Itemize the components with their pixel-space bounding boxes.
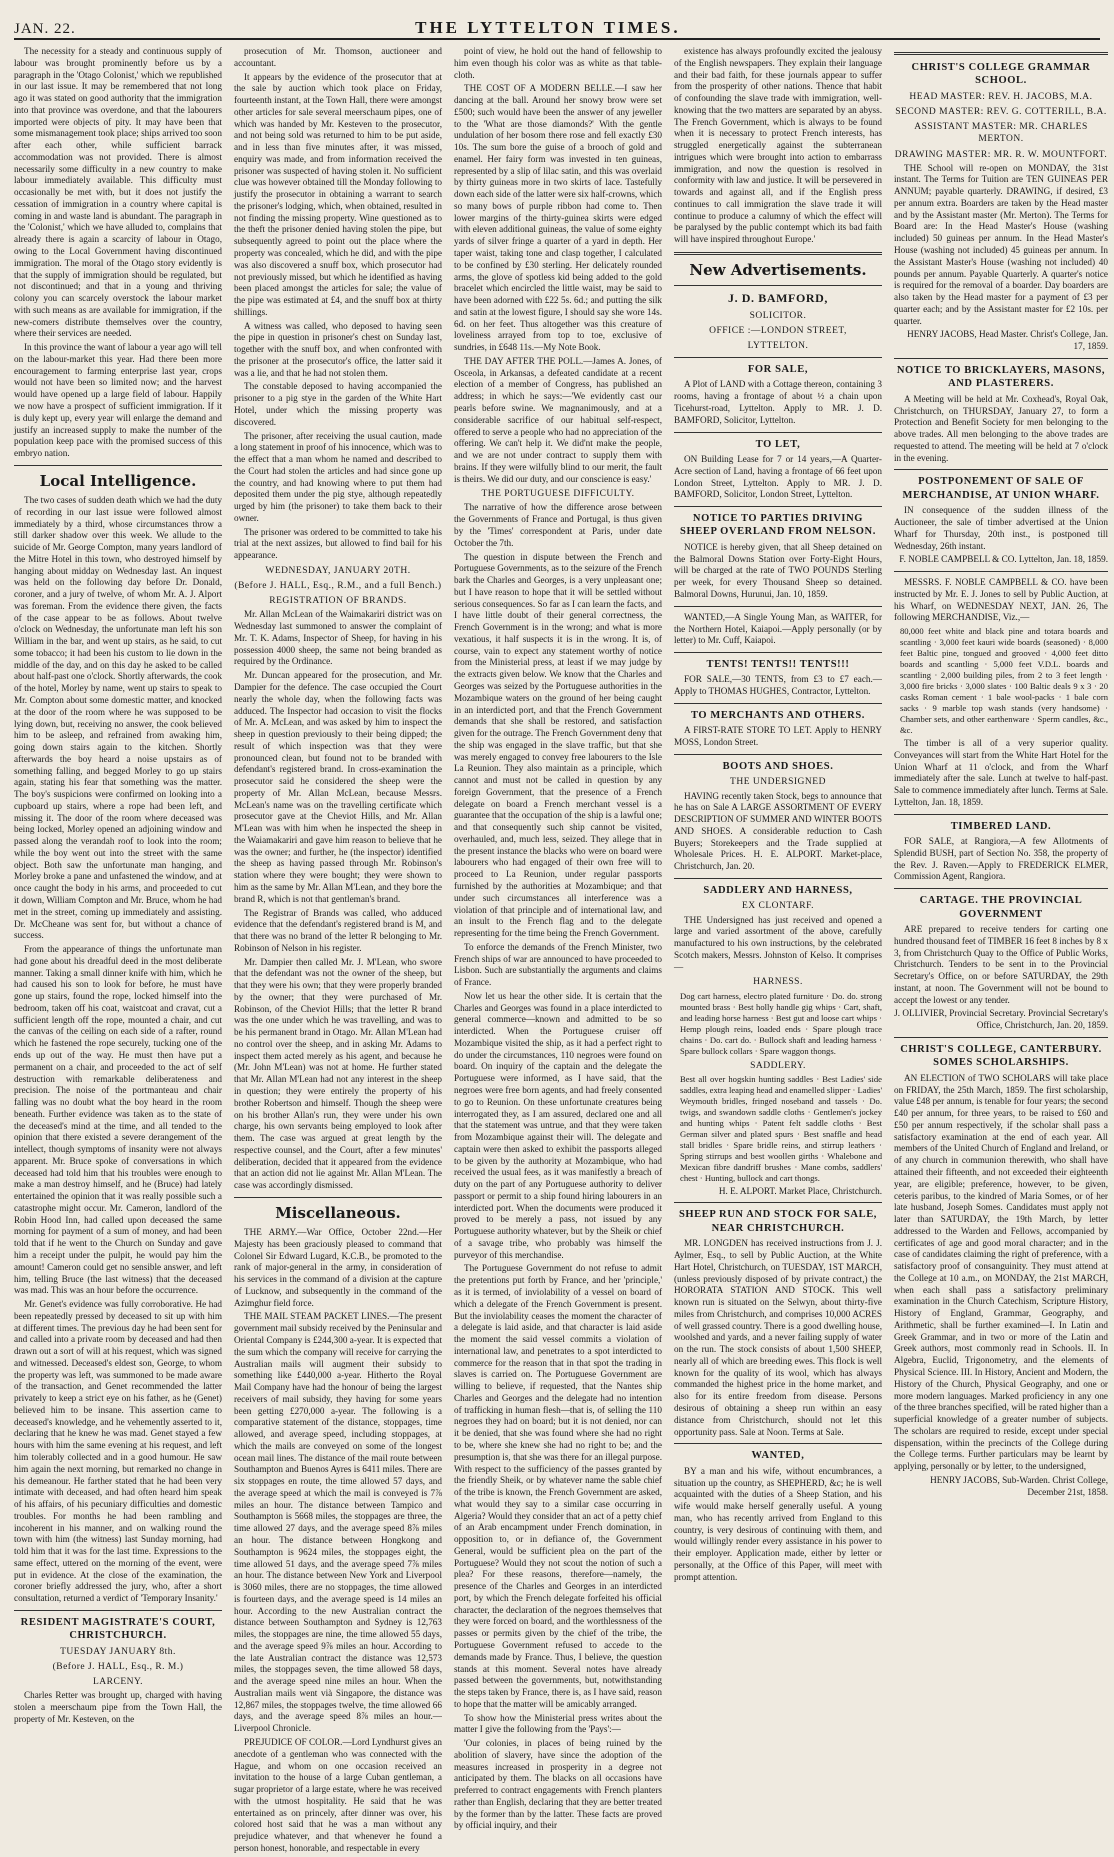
misc-prejudice-color: PREJUDICE OF COLOR.—Lord Lyndhurst gives an anecdote of a gentleman who was connected with the Hague, and whom on one occasion received an invitation to the house of a large Cuban gentleman, a sugar proprietor of a large estate, where he was received with the utmost hospitality. He said that he was entertained as on princely, after dinner was over, his colored host said that he was a man without any prejudice whatever, and that whenever he found a person honest, honorable, and respectable in every	[234, 1737, 442, 1853]
court-text: Charles Retter was brought up, charged with having stolen a meerschaum pipe from the Town Hall, the property of Mr. Kesteven, on the	[14, 1690, 222, 1724]
ad-merchants-text: A FIRST-RATE STORE TO LET. Apply to HENRY MOSS, London Street.	[674, 725, 882, 748]
ad-saddlery-items: Best all over hogskin hunting saddles · Best Ladies' side saddles, extra leaping head and enamelled slipper · Ladies' Weymouth bridles, fringed noseband and tassels · Do. twigs, and swandown saddle cloths · Gentlemen's jockey and hunting whips · Patent felt saddle cloths · Best German silver and plated spurs · Best snaffle and head stall bridles · Spare bridle reins, and stirrup leathers · Spring stirrups and best woollen girths · Whalebone and Mexican fibre dandriff brushes · Mane combs, saddlers' chest · Hunting, bullock and cart thongs.	[680, 1073, 882, 1183]
divider	[894, 358, 1108, 359]
portuguese-p2: The question in dispute between the French and Portuguese Governments, as to the seizure of the French bark the Charles and Georges, is a very unpleasant one; but I have reason to hope that it will be settled without serious consequences. So far as I can learn the facts, and I have little doubt of their general correctness, the French Government is in the wrong; and what is more vexatious, it half suspects it is in the wrong. It is, of course, vain to expect any statement worthy of notice from the Ministerial press, at least if we may judge by the extracts given below. We know that the Charles and Georges was seized by the Portuguese authorities in the Mozambique waters on the ground of her being caught in an interdicted port, and that the French Government demands that she shall be restored, and satisfaction given for the outrage. The French Government deny that the ship was engaged in the slave traffic, but that she was merely engaged to convey free labourers to the Isle La Reunion. They also maintain as a principle, which cannot and must not be called in question by any foreign Government, that the presence of a French delegate on board a French merchant vessel is a guarantee that the occupation of the ship is a lawful one; and that consequently such ship cannot be visited, overhauled, and, much less, seized. They allege that in the present instance the blacks who were on board were labourers who had engaged of their own free will to proceed to La Reunion, under regular passports furnished by the authorities at Mozambique; and that under such circumstances all interference was a violation of that principle and of international law, and an insult to the French flag and to the delegate representing for the time being the French Government.	[454, 551, 662, 939]
divider	[674, 652, 882, 653]
divider	[674, 357, 882, 358]
ad-wanted-title: WANTED,	[751, 1450, 805, 1462]
ad-boots-sub: THE UNDERSIGNED	[730, 777, 826, 788]
portuguese-p6: To show how the Ministerial press writes about the matter I give the following from the 'Pays':—	[454, 1712, 662, 1735]
article-suicide-p2: From the appearance of things the unfortunate man had gone about his dreadful deed in the most deliberate manner. Taking a small dinner knife with him, which he had caused his son to look for before, he must have gone up stairs, found the rope, locked himself into the bedroom, taken off his coat, waistcoat and cravat, cut a sufficient length off the rope, mounted a chair, and cut the canvas of the ceiling on each side of a rafter, round which he fastened the rope securely, tucking one of the ends up out of the way. He must then have put a permanent on a chair, and proceeded to the act of self destruction with remarkable deliberateness and precision. The noise of the portmanteau and chair falling was no doubt what the boy heard in the room beneath. Further evidence was taken as to the state of the deceased's mind at the time, and all tended to the opinion that there existed a severe derangement of the intellect, though symptoms of insanity were not always apparent. Mr. Bruce spoke of conversations in which deceased had told him that his troubles were enough to make a man destroy himself, and he (Bruce) had lately entertained the opinion that it was really possible such a catastrophe might occur. Mr. Cameron, landlord of the Robin Hood Inn, had called upon deceased the same morning for payment of a sum of money, and had been told that if he went to the Church on Sunday and gave him a receipt under the pulpit, he would pay him the amount! Cameron could get no sensible answer, and left him, telling Bruce (the last witness) that the deceased was mad. This was an hour before the occurrence.	[14, 944, 222, 1296]
portuguese-p8: existence has always profoundly excited the jealousy of the English newspapers. They explain their language and their bad faith, for these journals appear to suffer from the prosperity of other nations. Thence that habit of confounding the slave trade with immigration, well-knowing that the two matters are separated by an abyss. The French Government, which is always to be found when it is necessary to protect French interests, has struggled energetically against the subterranean intrigues which were brought into action to embarrass immigration, and now the question is resolved in conformity with law and justice. It will be persevered in towards and against all, and if the English press continues to call immigration the slave trade it will continue to produce a calumny of which the effect will be paralysed by the public contempt which its bad faith will have inspired throughout Europe.'	[674, 46, 882, 245]
court-p10: Mr. Dampier then called Mr. J. M'Lean, who swore that the defendant was not the owner of the sheep, but that they were his own; that they were properly branded by the owner; that they were purchased of Mr. Robinson, of the Cheviot Hills; that the letter R brand was the one under which he was travelling, and was to be his permanent brand in Otago. Mr. Allan M'Lean had no control over the sheep, and in asking Mr. Adams to inspect them acted merely as his agent, and because he (Mr. John M'Lean) was not at home. He further stated that Mr. Allan M'Lean had not any interest in the sheep in question; they were entirely the property of his brother Robertson and himself. Though the sheep were on his brother Allan's run, they were under his own charge, his own servants being employed to look after them. The case was argued at great length by the respective counsel, and the Court, after a few minutes' deliberation, decided that it appeared from the evidence that an action did not lie against Mr. Allan M'Lean. The case was accordingly dismissed.	[234, 956, 442, 1191]
ad-postponement-sign: F. NOBLE CAMPBELL & CO. Lyttelton, Jan. 18, 1859.	[899, 554, 1108, 565]
ad-scholarships-text: AN ELECTION of TWO SCHOLARS will take place on FRIDAY, the 25th March, 1859. The first scholarship, value £48 per annum, is tenable for four years; the second £40 per annum, for three years, to be raised to £60 and £50 per annum respectively, if the scholar shall pass a satisfactory examination at the end of each year. All members of the United Church of England and Ireland, or of any church in communion therewith, who shall have attained their fifteenth, and not exceeded their eighteenth year, are eligible; preference, however, to be given, ceteris paribus, to the kindred of Maria Somes, or of her late husband, Joseph Somes. Candidates must apply not later than SATURDAY, the 19th March, by letter addressed to the Warden and Fellows, accompanied by certificates of age and good moral character; and in the case of candidates claiming the right of preference, with a satisfactory proof of consanguinity. They must attend at the College at 10 a.m., on MONDAY, the 21st MARCH, when each shall pass a satisfactory preliminary examination in the Church Catechism, Scripture History, History of England, Grammar, Geography, and Arithmetic, shall be further examined—I. In Latin and Greek Grammar, and in two or more of the Latin and Greek authors, most commonly read in Schools. II. In Algebra, Euclid, Trigonometry, and the elements of Physical Science. III. In History, Ancient and Modern, the History of the Church, Physical Geography, and one or more modern languages. Marked proficiency in any one of the three branches specified, will be rated higher than a superficial knowledge of a greater number of subjects. The scholars are required to reside, except under special dispensation, within the precincts of the College during the College terms. Further particulars may be learnt by applying, personally or by letter, to the undersigned,	[894, 1072, 1108, 1472]
miscellaneous-heading: Miscellaneous.	[275, 1203, 401, 1222]
ad-saddlery-sub: EX CLONTARF.	[741, 901, 815, 912]
divider	[894, 571, 1108, 572]
column-5	[894, 46, 1108, 1857]
divider	[674, 606, 882, 607]
ad-harness-items: Dog cart harness, electro plated furniture · Do. do. strong mounted brass · Best holly handle gig whips · Cart, shaft, and leading horse harness · Best gut and loose cart whips · Hemp plough reins, loaded ends · Spare plough trace chains · Do. cart do. · Bullock shaft and leading harness · Spare bullock collars · Spare waggon thongs.	[680, 990, 882, 1056]
misc-modern-belle: THE COST OF A MODERN BELLE.—I saw her dancing at the ball. Around her snowy brow were set £500; such would have been the answer of any jeweller to the 'What are those diamonds?' With the gentle undulation of her bosom there rose and fell exactly £30 10s. The sum bore the guise of a brooch of gold and enamel. Her fairy form was invested in ten guineas, represented by a slip of lilac satin, and this was overlaid by thirty guineas more in two skirts of lace. Tastefully down each side of the latter were six half-crowns, which so many bows of purple ribbon had come to. Then lower margins of the thirty-guinea skirts were edged with eleven additional guineas, the value of some eighty yards of silver fringe a quarter of a yard in depth. Her taper waist, taking tone and clasp together, I calculated to be confined by £30 sterling. Her delicately rounded arms, the glove of spotless kid being added to the gold bracelet which encircled the little waist, may be said to have been adorned with £22 5s. 6d.; and putting the silk and satin at the lowest figure, I should say she wore 14s. 6d. on her feet. Thus altogether was this creature of loveliness arrayed from top to toe, exclusive of sundries, in £648 11s.—My Note Book.	[454, 83, 662, 353]
ad-scholarships-title: CHRIST'S COLLEGE, CANTERBURY. SOMES SCHOLARSHIPS.	[900, 1044, 1102, 1069]
ad-sheep-run-title: SHEEP RUN AND STOCK FOR SALE, NEAR CHRISTCHURCH.	[678, 1209, 878, 1234]
ad-wanted-text: BY a man and his wife, without encumbrances, a situation up the country, as SHEPHERD, &c; he is well acquainted with the duties of a Sheep Station, and his wife would make herself generally useful. A young man, who has recently arrived from England to this country, is very desirous of continuing with them, and would willingly render every assistance in his power to their employer. Application made, either by letter or personally, at the Office of this Paper, will meet with prompt attention.	[674, 1465, 882, 1582]
ad-saddlery-heading: SADDLERY.	[750, 1060, 806, 1071]
portuguese-p3: To enforce the demands of the French Minister, two French ships of war are announced to have proceeded to Lisbon. Such are substantially the arguments and claims of France.	[454, 941, 662, 988]
portuguese-p5: The Portuguese Government do not refuse to admit the pretentions put forth by France, and her 'principle,' as it is termed, of inviolability of a vessel on board of which a delegate of the French Government is present. But the inviolability ceases the moment the character of a delegate is laid aside, and that character is laid aside the moment the said vessel commits a violation of international law, and penetrates to a spot interdicted to commerce for the reason that in that spot the trading in slaves is carried on. The Portuguese Government are willing to believe, if requested, that the Nantes ship Charles and Georges and the delegate had no intention of trafficking in human flesh—that is, of selling the 110 negroes they had on board; but it is not denied, nor can it be denied, that she was found where she had no right to be, where she knew she had no right to be; and the presumption is, that she was there for an illegal purpose. With respect to the sufficiency of the passes granted by the friendly Sheik, or by whatever name the sable chief of the tribe is known, the French Government are asked, what would they say to a similar case occurring in Algeria? Would they consider that an act of a petty chief of an Arab encampment under French domination, in opposition to, or in defiance of, the Government General, would be sufficient plea on the part of the Portuguese? Would they not scout the notion of such a plea? For these reasons, therefore—namely, the presence of the Charles and Georges in an interdicted port, by which the French delegate forfeited his official character, the declaration of the negroes themselves that they were forced on board, and the worthlessness of the passes or permits given by the chief of the tribe, the Portuguese Government refused to accede to the demands made by France. Thus, I believe, the question stands at this moment. Several notes have already passed between the governments, but, notwithstanding the steps taken by France, there is, as I have said, reason to hope that the matter will be amicably arranged.	[454, 1263, 662, 1709]
ad-saddlery-text: THE Undersigned has just received and opened a large and varied assortment of the above, carefully manufactured to his own instructions, by the celebrated Scotch makers, Messrs. Johnston of Kelso. It comprises—	[674, 914, 882, 972]
court-p5: The prisoner, after receiving the usual caution, made a long statement in proof of his innocence, which was to the effect that a man whom he named and described to the Court had stolen the articles and had since gone up the country, and had knowing where to put them had deposited them under the pig stye, although repeatedly urged by him (the prisoner) to take them back to their owner.	[234, 430, 442, 523]
court-p3: A witness was called, who deposed to having seen the pipe in question in prisoner's chest on Sunday last, together with the snuff box, and when confronted with the prisoner at the prosecutor's office, the latter said it was a lie, and that he had not stolen them.	[234, 320, 442, 378]
ad-boots-text: HAVING recently taken Stock, begs to announce that he has on Sale A LARGE ASSORTMENT OF EVERY DESCRIPTION OF SUMMER AND WINTER BOOTS AND SHOES. A considerable reduction to Cash Buyers; Storekeepers and the Trade supplied at Wholesale Prices. H. E. ALPORT. Market-place, Christchurch, Jan. 20.	[674, 790, 882, 872]
ad-for-sale-text: A Plot of LAND with a Cottage thereon, containing 3 rooms, having a frontage of about ½ a chain upon Ticehurst-road, Lyttelton. Apply to MR. J. D. BAMFORD, Solicitor, Lyttelton.	[674, 379, 882, 425]
divider	[674, 285, 882, 286]
article-suicide-p1: The two cases of sudden death which we had the duty of recording in our last issue were followed almost immediately by a third, whose circumstances throw a still darker shadow over this week. We allude to the suicide of Mr. George Compton, many years landlord of the Mitre Hotel in this town, who destroyed himself by hanging about midday on Wednesday last. An inquest was held on the following day before Dr. Donald, coroner, and a jury of twelve, of whom Mr. A. J. Alport was foreman. From the evidence there given, the facts of the case appear to be as follows. About twelve o'clock on Wednesday, the unfortunate man left his son William in the bar, and went up stairs, as he said, to cut some tobacco; it had been his custom to lie down in the middle of the day, and on this day he asked to be called about half-past one o'clock. Shortly afterwards, the cook of the hotel, Morley by name, went up stairs to speak to Mr. Compton about some domestic matter, and knocked at the door of the room where he was supposed to be lying down, but, receiving no answer, the cook believed him to be asleep, and refrained from awaking him, going down stairs again to the kitchen. Shortly afterwards the boy heard a noise upstairs as of something falling, and begged Morley to go up stairs again, stating his fear that something was the matter. The boy's suspicions were confirmed on looking into a cupboard up stairs, where a rope had been left, and missing it. The door of the room where deceased was being locked, Morley opened an adjoining window and passed along the verandah roof to look into the room; while the boy went out into the street with the same object. Both saw the unfortunate man hanging, and Morley broke a pane and unfastened the window, and at once caught the body in his arms, and proceeded to cut it down, William Compton and Mr. Bruce, whom he had met in the street, coming up immediately and assisting. Dr. McCheane was sent for, but without a chance of success.	[14, 494, 222, 941]
divider	[894, 888, 1108, 889]
divider	[674, 506, 882, 507]
masthead	[14, 8, 1100, 40]
column-3	[454, 46, 662, 1857]
ad-campbell-text: MESSRS. F. NOBLE CAMPBELL & CO. have been instructed by Mr. E. J. Jones to sell by Public Auction, at his Wharf, on WEDNESDAY NEXT, JAN. 26, The following MERCHANDISE, Viz.,—	[894, 577, 1108, 623]
ad-grammar-assistant: ASSISTANT MASTER: MR. CHARLES MERTON.	[914, 122, 1088, 145]
ad-postponement-title: POSTPONEMENT OF SALE OF MERCHANDISE, AT UNION WHARF.	[902, 476, 1100, 501]
ad-bamford-role: SOLICITOR.	[749, 310, 807, 321]
column-2	[234, 46, 442, 1857]
ad-cartage-title: CARTAGE. THE PROVINCIAL GOVERNMENT	[919, 895, 1083, 920]
ad-grammar-second: SECOND MASTER: REV. G. COTTERILL, B.A.	[895, 107, 1107, 118]
ad-sheep-run-text: MR. LONGDEN has received instructions from J. J. Aylmer, Esq., to sell by Public Auction, at the White Hart Hotel, Christchurch, on TUESDAY, 1ST MARCH, (unless previously disposed of by private contract,) the HORORATA STATION AND STOCK. This well known run is situated on the Selwyn, about thirty-five miles from Christchurch, and comprises 10,000 ACRES of well grassed country. There is a good dwelling house, woolshed and yards, and a never failing supply of water on the run. The stock consists of about 1,500 SHEEP, nearly all of which are breeding ewes. This flock is well known for the quality of its wool, which has always commanded the highest price in the home market, and also for its entire freedom from disease. Persons desirous of obtaining a sheep run within an easy distance from Christchurch, should not let this opportunity pass. Sale at Noon. Terms at Sale.	[674, 1238, 882, 1437]
ad-wanted-waiter: WANTED,—A Single Young Man, as WAITER, for the Northern Hotel, Kaiapoi.—Apply personally (or by letter) to Mr. Cuff, Kaiapoi.	[674, 611, 882, 646]
court-p8: Mr. Duncan appeared for the prosecution, and Mr. Dampier for the defence. The case occupied the Court nearly the whole day, when the following facts was adduced. The Inspector had occasion to visit the flocks of Mr. A. McLean, and was asked by him to inspect the sheep in question previously to their being dipped; the result of which inspection was that they were pronounced clean, but found not to be branded with defendant's registered brand. In cross-examination the prosecutor said he considered the sheep were the property of Mr. Allan McLean, because Messrs. McLean's name was on the travelling certificate which prosecutor gave at the Cheviot Hills, and Mr. Allan M'Lean was with him when he inspected the sheep in the Waiamakariri and gave him reason to believe that he was the owner; and further, he (the inspector) identified the sheep as having passed through Mr. Robinson's station where they were bought; they were shown to him as the same by Mr. Allan M'Lean, and they bore the brand R, which is not that gentleman's brand.	[234, 670, 442, 904]
ad-for-sale-title: FOR SALE,	[747, 364, 809, 376]
court-date: TUESDAY JANUARY 8th.	[60, 1646, 176, 1657]
ad-boots-title: BOOTS AND SHOES.	[722, 760, 834, 772]
court-case: LARCENY.	[92, 1677, 143, 1688]
ad-tents-text: FOR SALE,—30 TENTS, from £3 to £7 each.—Apply to THOMAS HUGHES, Contractor, Lyttelton.	[674, 674, 882, 697]
ad-tents-title: TENTS! TENTS!! TENTS!!!	[706, 659, 850, 671]
ad-bamford-town: LYTTELTON.	[747, 340, 809, 351]
divider	[894, 52, 1108, 55]
court-wed-date: WEDNESDAY, JANUARY 20TH.	[265, 565, 411, 576]
ad-grammar-sign: HENRY JACOBS, Head Master. Christ's College, Jan. 17, 1859.	[907, 329, 1108, 352]
ad-postponement-text: IN consequence of the sudden illness of the Auctioneer, the sale of timber advertised at the Union Wharf for Thursday, 20th inst., is postponed till Wednesday, 26th instant.	[894, 505, 1108, 551]
ad-grammar-head: HEAD MASTER: REV. H. JACOBS, M.A.	[909, 91, 1093, 102]
portuguese-p1: The narrative of how the difference arose between the Governments of France and Portugal, is thus given by the 'Times' correspondent at Paris, under date October the 7th.	[454, 502, 662, 548]
divider	[14, 1610, 222, 1611]
newspaper-title: THE LYTTELTON TIMES.	[415, 18, 681, 37]
court-heading: RESIDENT MAGISTRATE'S COURT, CHRISTCHURCH.	[20, 1616, 216, 1642]
ad-merchants-title: TO MERCHANTS AND OTHERS.	[690, 710, 866, 721]
divider	[674, 252, 882, 255]
court-p1: prosecution of Mr. Thomson, auctioneer and accountant.	[234, 46, 442, 68]
new-advertisements-heading: New Advertisements.	[689, 261, 867, 280]
column-4	[674, 46, 882, 1857]
divider	[674, 432, 882, 433]
misc-day-after-poll: THE DAY AFTER THE POLL.—James A. Jones, of Osceola, in Arkansas, a defeated candidate at a recent election of a member of Congress, has published an address; in which he says:—'We evidently cast our pearls before swine. We magnanimously, and at a considerable sacrifice of our habitual self-respect, offered to serve a people who had no appreciation of the offering. We can't help it. We did'nt make the people, and we are not under contract to supply them with brains. If they were wilfully blind to our merit, the fault is theirs. We did our duty, and our conscience is easy.'	[454, 355, 662, 484]
court-before: (Before J. HALL, Esq., R. M.)	[52, 1661, 184, 1672]
ad-campbell-text2: The timber is all of a very superior quality. Conveyances will start from the White Hart Hotel for the Union Wharf at 11 o'clock, and from the Wharf immediately after the sale. Lunch at twelve to half-past. Sale to commence immediately after lunch. Terms at Sale. Lyttelton, Jan. 18, 1859.	[894, 738, 1108, 807]
editorial-labour-market: In this province the want of labour a year ago will tell on the labour-market this year. Had there been more encouragement to farming enterprise last year, crops would not have been so limited now; and the harvest would have opened up a large field of labour. Happily we now have a prospect of sufficient immigration. If it is duly kept up, every year will enlarge the demand and justify an increased supply to make the number of the population keep pace with the promised success of this embryo nation.	[14, 342, 222, 459]
columns	[14, 46, 1108, 1853]
ad-bricklayers-title: NOTICE TO BRICKLAYERS, MASONS, AND PLASTERERS.	[896, 364, 1106, 390]
ad-bamford-office: OFFICE :—LONDON STREET,	[709, 325, 847, 336]
portuguese-p7: 'Our colonies, in places of being ruined by the abolition of slavery, have since the adoption of the measures increased in prosperity in a degree not anticipated by them. The blacks on all occasions have preferred to contract engagements with French planters rather than English, declaring that they are better treated by the former than by the latter. These facts are proved by official inquiry, and their	[454, 1738, 662, 1831]
portuguese-heading: THE PORTUGUESE DIFFICULTY.	[481, 489, 635, 500]
ad-cartage-sign: J. OLLIVIER, Provincial Secretary. Provincial Secretary's Office, Christchurch, Jan. 20, 1859.	[894, 1008, 1108, 1031]
column-1	[14, 46, 222, 1857]
ad-grammar-school-title: CHRIST'S COLLEGE GRAMMAR SCHOOL.	[911, 62, 1091, 87]
divider	[14, 465, 222, 466]
ad-harness-heading: HARNESS.	[753, 977, 803, 988]
ad-saddlery-title: SADDLERY AND HARNESS,	[703, 884, 853, 896]
ad-grammar-drawing: DRAWING MASTER: MR. R. W. MOUNTFORT.	[894, 149, 1108, 160]
misc-mail-steam: THE MAIL STEAM PACKET LINES.—The present government mail subsidy received by the Peninsular and Oriental Company is £244,300 a-year. It is expected that the sum which the company will receive for carrying the Australian mails will augment their subsidy to something like £440,000 a-year. Hitherto the Royal Mail Company have had the honour of being the largest receivers of mail subsidy, they having for some years been getting £270,000 a-year. The following is a comparative statement of the distance, stoppages, time allowed, and average speed, including stoppages, at which the mails are conveyed on some of the longest ocean mail lines. The distance of the mail route between Southampton and Buenos Ayres is 6411 miles. There are six stoppages en route, the time allowed 57 days, and the average speed at which the mail is conveyed is 7⅞ miles an hour. The distance between Tampico and Southampton is 5668 miles, the stoppages are three, the time allowed 27 days, and the average speed 8⅞ miles an hour. The distance between Hongkong and Southampton is 9624 miles, the stoppages eight, the time allowed 51 days, and the average speed 7⅞ miles an hour. The distance between New York and Liverpool is 3060 miles, there are no stoppages, the time allowed is fourteen days, and the average speed is 14 miles an hour. According to the new Australian contract the distance between Southampton and Sydney is 12,763 miles, the stoppages are nine, the time allowed 55 days, and the average speed 9⅞ miles an hour. According to the late Australian contract the distance was 12,573 miles, the stoppages seven, the time allowed 58 days, and the average speed nine miles an hour. When the Australian mails went vià Singapore, the distance was 12,867 miles, the stoppages twelve, the time allowed 66 days, and the average speed 8⅞ miles an hour.—Liverpool Chronicle.	[234, 1311, 442, 1734]
ad-bamford-name: J. D. BAMFORD,	[727, 291, 829, 306]
divider	[674, 878, 882, 879]
portuguese-p4: Now let us hear the other side. It is certain that the Charles and Georges was found in a place interdicted to general commerce—known and admitted to be so interdicted. When the Portuguese cruiser off Mozambique visited the ship, as it had a perfect right to do under the circumstances, 110 negroes were found on board. On inquiry of the captain and the delegate the Portuguese were informed, as I have said, that the negroes were free born agents, and had freely consented to go to Reunion. On these unfortunate creatures being interrogated they, as I am assured, declared one and all that the statement was untrue, and that they were taken from Mozambique against their will. The delegate and captain were then asked to exhibit the passports alleged to be given by the authority at Mozambique, who had received the usual fees, as it was manifestly a breach of duty on the part of any Portuguese authority to deliver passport or permit to a ship found hiring labourers in an interdicted port. When the documents were produced it proved to be merely a pass, not issued by any Portuguese authority whatever, but by the Sheik or chief of a savage tribe, who probably was himself the purveyor of this merchandise.	[454, 990, 662, 1260]
ad-timbered-land-title: TIMBERED LAND.	[950, 820, 1052, 832]
divider	[674, 1443, 882, 1444]
ad-scholarships-sign: HENRY JACOBS, Sub-Warden. Christ College, December 21st, 1858.	[930, 1474, 1108, 1497]
divider	[894, 814, 1108, 815]
ad-to-let-title: TO LET,	[755, 438, 801, 450]
ad-to-let-text: ON Building Lease for 7 or 14 years,—A Quarter-Acre section of Land, having a frontage of 66 feet upon London Street, Lyttelton. Apply to MR. J. D. BAMFORD, Solicitor, London Street, Lyttelton.	[674, 453, 882, 500]
misc-p1: point of view, he hold out the hand of fellowship to him even though his color was as white as that table-cloth.	[454, 46, 662, 80]
divider	[234, 1197, 442, 1198]
ad-campbell-items: 80,000 feet white and black pine and totara boards and scantling · 3,000 feet kauri wide boards (seasoned) · 8,000 feet Baltic pine, tongued and grooved · 4,000 feet ditto boards and scantling · 5,000 feet V.D.L. boards and scantling · 2,000 building piles, from 2 to 3 feet length · 3,000 fire bricks · 3,000 slates · 100 Baltic deals 9 x 3 · 20 casks Roman cement · 1 bale wool-packs · 1 bale corn sacks · 9 marble top wash stands (very handsome) · Chamber sets, and other earthenware · Sperm candles, &c., &c.	[900, 626, 1108, 736]
court-p6: The prisoner was ordered to be committed to take his trial at the next assizes, but allowed to find bail for his appearance.	[234, 526, 442, 561]
court-p9: The Registrar of Brands was called, who adduced evidence that the defendant's registered brand is M, and that there was no brand of the letter R belonging to Mr. Robinson of Nelson in his register.	[234, 907, 442, 953]
ad-bricklayers-text: A Meeting will be held at Mr. Coxhead's, Royal Oak, Christchurch, on THURSDAY, January 27, to form a Protection and Benefit Society for men belonging to the above trades. All men belonging to the above trades are requested to attend. The meeting will be held at 7 o'clock in the evening.	[894, 393, 1108, 463]
court-p2: It appears by the evidence of the prosecutor that at the sale by auction which took place on Friday, fourteenth instant, at the Town Hall, there were amongst other articles for sale several meerschaum pipes, one of which was handed by Mr. Kesteven to the prosecutor, and not being sold was returned to him to be put aside, and in less than five minutes after, it was missed, enquiry was made, and from information received the prisoner was suspected of having stolen it. No sufficient clue was however obtained till the Monday following to justify the prosecutor in obtaining a warrant to search the prisoner's lodging, which, when obtained, resulted in not finding the missing property. Wine questioned as to the theft the prisoner denied having stolen the pipe, but subsequently agreed to point out the place where the property was concealed, which he did, and with the pipe was also discovered a snuff box, which prosecutor had not previously missed, but which he identified as having been placed amongst the articles for sale; the value of the pipe was estimated at £4, and the snuff box at thirty shillings.	[234, 71, 442, 317]
ad-timbered-land-text: FOR SALE, at Rangiora,—A few Allotments of Splendid BUSH, part of Section No. 358, the property of the Rev. J. Raven.—Apply to FREDERICK ELMER, Commission Agent, Rangiora.	[894, 836, 1108, 882]
ad-cartage-text: ARE prepared to receive tenders for carting one hundred thousand feet of TIMBER 16 feet 8 inches by 8 x 3, from Christchurch Quay to the Office of Public Works, Christchurch. Tenders to be sent in to the Provincial Secretary's Office, on or before SATURDAY, the 29th instant, at noon. The Government will not be bound to accept the lowest or any tender.	[894, 924, 1108, 1005]
court-p7: Mr. Allan McLean of the Waimakariri district was on Wednesday last summoned to answer the complaint of Mr. T. K. Adams, Inspector of Sheep, for having in his possession 4000 sheep, the same not being branded as required by the Ordinance.	[234, 609, 442, 667]
ad-sheep-notice-text: NOTICE is hereby given, that all Sheep detained on the Balmoral Downs Station over Forty-Eight Hours, will be charged at the rate of TWO POUNDS Sterling per week, for every Thousand Sheep so detained. Balmoral Downs, Hurunui, Jan. 10, 1859.	[674, 541, 882, 599]
court-wed-before: (Before J. HALL, Esq., R.M., and a full Bench.)	[234, 581, 442, 592]
divider	[674, 703, 882, 704]
divider	[674, 1202, 882, 1203]
divider	[674, 754, 882, 755]
local-intelligence-heading: Local Intelligence.	[39, 471, 197, 490]
ad-sheep-notice-title: NOTICE TO PARTIES DRIVING SHEEP OVERLAND FROM NELSON.	[680, 513, 876, 538]
ad-saddlery-sign: H. E. ALPORT. Market Place, Christchurch.	[718, 1185, 882, 1196]
article-suicide-p3: Mr. Genet's evidence was fully corroborative. He had been repeatedly pressed by deceased to sit up with him at different times. The previous day he had been sent for and called into a private room by deceased and had then drawn out a sort of will at his request, which was signed and witnessed. Deceased's eldest son, George, to whom the property was left, was summoned to be made aware of the transaction, and Genet recommended the latter privately to keep a strict eye on his father, as he (Genet) believed him to be insane. This assertion came to deceased's knowledge, and he vehemently asserted to it, declaring that he knew he was mad. Genet stayed a few hours with him the same evening at his request, and left him tolerably collected and in a good humour. He saw him again the next morning, but remarked no change in his demeanour. He farther stated that he had been very intimate with deceased, and had often heard him speak of his affairs, of his pecuniary difficulties and domestic troubles. For months he had been rambling and incoherent in his manner, and on walking round the town with him (the witness) last Sunday morning, had told him that it was for the last time. Expressions to the same effect, uttered on the morning of the event, were put in evidence. At the close of the examination, the coroner briefly addressed the jury, who, after a short consultation, returned a verdict of 'Temporary Insanity.'	[14, 1299, 222, 1604]
court-wed-case: REGISTRATION OF BRANDS.	[269, 596, 407, 607]
court-p4: The constable deposed to having accompanied the prisoner to a pig stye in the garden of the White Hart Hotel, under which the missing property was discovered.	[234, 381, 442, 427]
misc-army: THE ARMY.—War Office, October 22nd.—Her Majesty has been graciously pleased to command that Colonel Sir Edward Lugard, K.C.B., be promoted to the rank of major-general in the army, in consideration of his services in the command of a division at the capture of Lucknow, and subsequently in the command of the Azimghur field force.	[234, 1227, 442, 1308]
divider	[894, 1037, 1108, 1038]
issue-date: JAN. 22.	[14, 21, 76, 37]
divider	[894, 469, 1108, 470]
editorial-labour-supply: The necessity for a steady and continuous supply of labour was brought prominently before us by a paragraph in the 'Otago Colonist,' which we republished in our last issue. It may be remembered that not long ago it was stated on good authority that the immigration into that province was overdone, and that the labourers imported were objects of pity. It may have been that some mismanagement took place; ships arrived too soon after each other, while sufficient barrack accommodation was not provided. There is almost necessarily some difficulty in a new country to make labour immediately available. This difficulty must occasionally be met with, but it does not justify the cessation of immigration in a country where capital is coming in and waste land is abundant. The paragraph in the 'Colonist,' which we have alluded to, complains that already there is again a scarcity of labour in Otago, owing to the Local Government having discontinued immigration. The moral of the Otago story evidently is that the supply of immigration should be regulated, but not discontinued; and that in a young and thriving colony you can scarcely overstock the labour market with such means as are available for immigration, if the new-comers distribute themselves over the country, where their services are needed.	[14, 46, 222, 339]
ad-grammar-text: THE School will re-open on MONDAY, the 31st instant. The Terms for Tuition are TEN GUINEAS PER ANNUM; payable quarterly. DRAWING, if desired, £3 per annum extra. Boarders are taken by the Head master and by the Assistant master (Mr. Merton). The Terms for Board are: In the Head Master's House (washing included) 50 guineas per annum. In the Head Master's House (washing not included) 45 guineas per annum. In the Assistant Master's House (washing not included) 40 pounds per annum. Payable Quarterly. A quarter's notice is required for the removal of a boarder. Day boarders are also taken by the Head master for a payment of £3 per quarter each; and by the Assistant master for £2 10s. per quarter.	[894, 162, 1108, 326]
